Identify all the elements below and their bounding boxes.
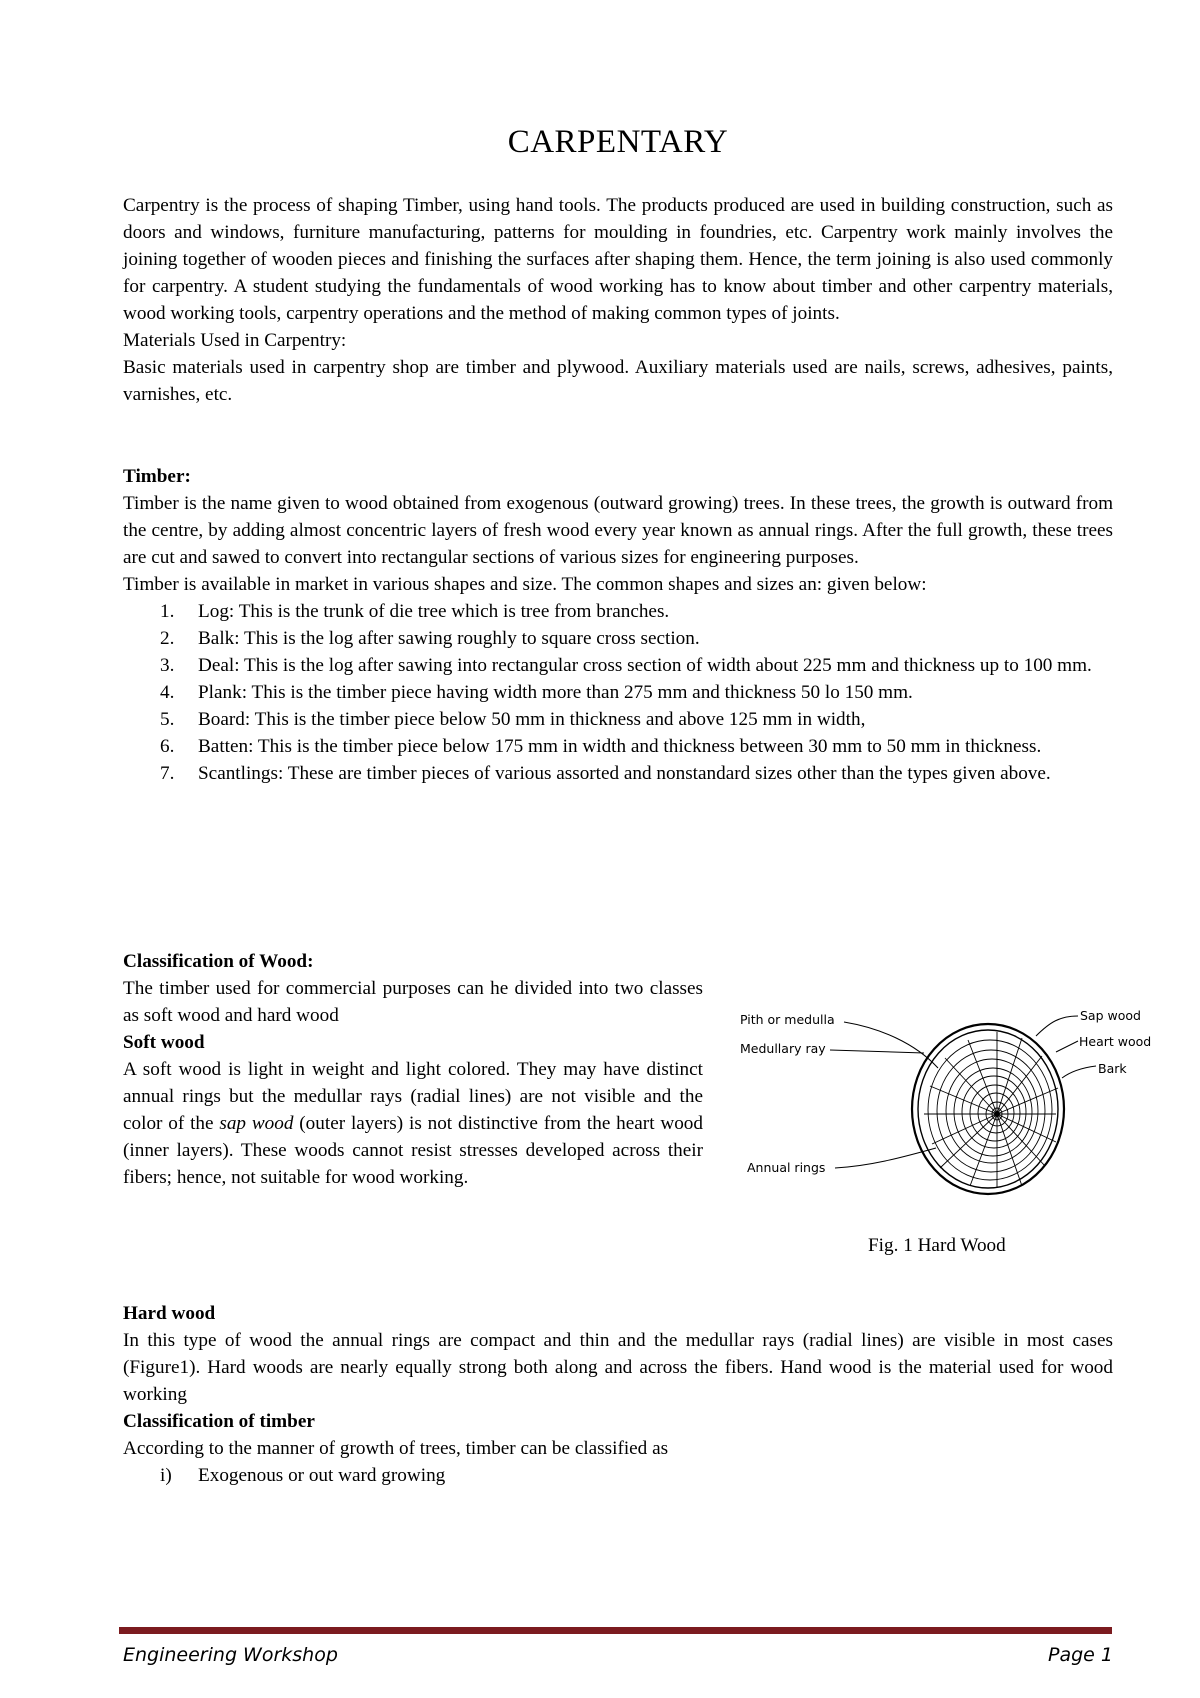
hard-wood-section [123,1300,1113,1489]
footer-left: Engineering Workshop [123,1644,338,1666]
timber-paragraph: Timber is the name given to wood obtained from exogenous (outward growing) trees. In these trees, the growth is outward from the centre, by adding almost concentric layers of fresh wood every year known as annual rings. After the full growth, these trees are cut and sawed to convert into rectangular sections of various sizes for engineering purposes. [123,493,1113,568]
hard-wood-figure [740,1008,1152,1208]
timber-section [123,463,1113,787]
materials-paragraph: Basic materials used in carpentry shop are timber and plywood. Auxiliary materials used are nails, screws, adhesives, paints, varnishes, etc. [123,357,1113,405]
soft-wood-heading: Soft wood [123,1032,205,1053]
sap-wood-ring [918,1030,1058,1188]
label-medullary-ray: Medullary ray [740,1041,826,1056]
page-footer [123,1644,1113,1666]
classification-wood-heading: Classification of Wood: [123,951,314,972]
page-title: CARPENTARY [507,124,729,160]
label-annual-rings: Annual rings [747,1160,826,1175]
list-item: 6. Batten: This is the timber piece below 175 mm in width and thickness between 30 mm to 50 mm in thickness. [160,736,1042,757]
list-item: 1. Log: This is the trunk of die tree which is tree from branches. [160,601,670,622]
timber-shapes-intro: Timber is available in market in various shapes and size. The common shapes and sizes an: given below: [123,574,927,595]
materials-heading: Materials Used in Carpentry: [123,330,347,351]
hard-wood-paragraph: In this type of wood the annual rings are compact and thin and the medullar rays (radial lines) are visible in most cases (Figure1). Hard woods are nearly equally strong both along and across the fibers. Hand wood is the material used for wood working [123,1330,1113,1405]
label-heart-wood: Heart wood [1079,1034,1152,1049]
page-number: Page 1 [1048,1644,1113,1666]
list-item: i) Exogenous or out ward growing [160,1465,446,1486]
classification-timber-heading: Classification of timber [123,1411,315,1432]
list-item: 2. Balk: This is the log after sawing roughly to square cross section. [160,628,700,649]
list-item: 7. Scantlings: These are timber pieces of various assorted and nonstandard sizes other than the types given above. [160,763,1051,784]
intro-paragraph: Carpentry is the process of shaping Timber, using hand tools. The products produced are used in building construction, such as doors and windows, furniture manufacturing, patterns for moulding in foundries, etc. Carpentry work mainly involves the joining together of wooden pieces and finishing the surfaces after shaping them. Hence, the term joining is also used commonly for carpentry. A student studying the fundamentals of wood working has to know about timber and other carpentry materials, wood working tools, carpentry operations and the method of making common types of joints. [123,195,1113,324]
classification-timber-text: According to the manner of growth of trees, timber can be classified as [123,1438,669,1459]
list-item: 4. Plank: This is the timber piece having width more than 275 mm and thickness 50 lo 150 mm. [160,682,913,703]
label-sap-wood: Sap wood [1080,1008,1141,1023]
classification-wood-section [123,948,703,1191]
classification-wood-text: The timber used for commercial purposes can he divided into two classes as soft wood and hard wood [123,978,703,1026]
footer-divider [119,1627,1112,1634]
list-item: 5. Board: This is the timber piece below 50 mm in thickness and above 125 mm in width, [160,709,866,730]
timber-shapes-list [123,598,1113,787]
pith-dot [994,1111,1000,1117]
list-item: 3. Deal: This is the log after sawing into rectangular cross section of width about 225 mm and thickness up to 100 mm. [160,655,1092,676]
label-pith: Pith or medulla [740,1012,835,1027]
bark-outline [912,1024,1064,1194]
timber-heading: Timber: [123,466,191,487]
classification-timber-list [123,1462,1113,1489]
label-bark: Bark [1098,1061,1127,1076]
soft-wood-paragraph: A soft wood is light in weight and light colored. They may have distinct annual rings but the medullar rays (radial lines) are not visible and the color of the sap wood (outer layers) is not distinctive from the heart wood (inner layers). These woods cannot resist stresses developed across their fibers; hence, not suitable for wood working. [123,1059,703,1188]
intro-section [123,192,1113,408]
figure-caption: Fig. 1 Hard Wood [868,1235,1006,1256]
hard-wood-heading: Hard wood [123,1303,216,1324]
